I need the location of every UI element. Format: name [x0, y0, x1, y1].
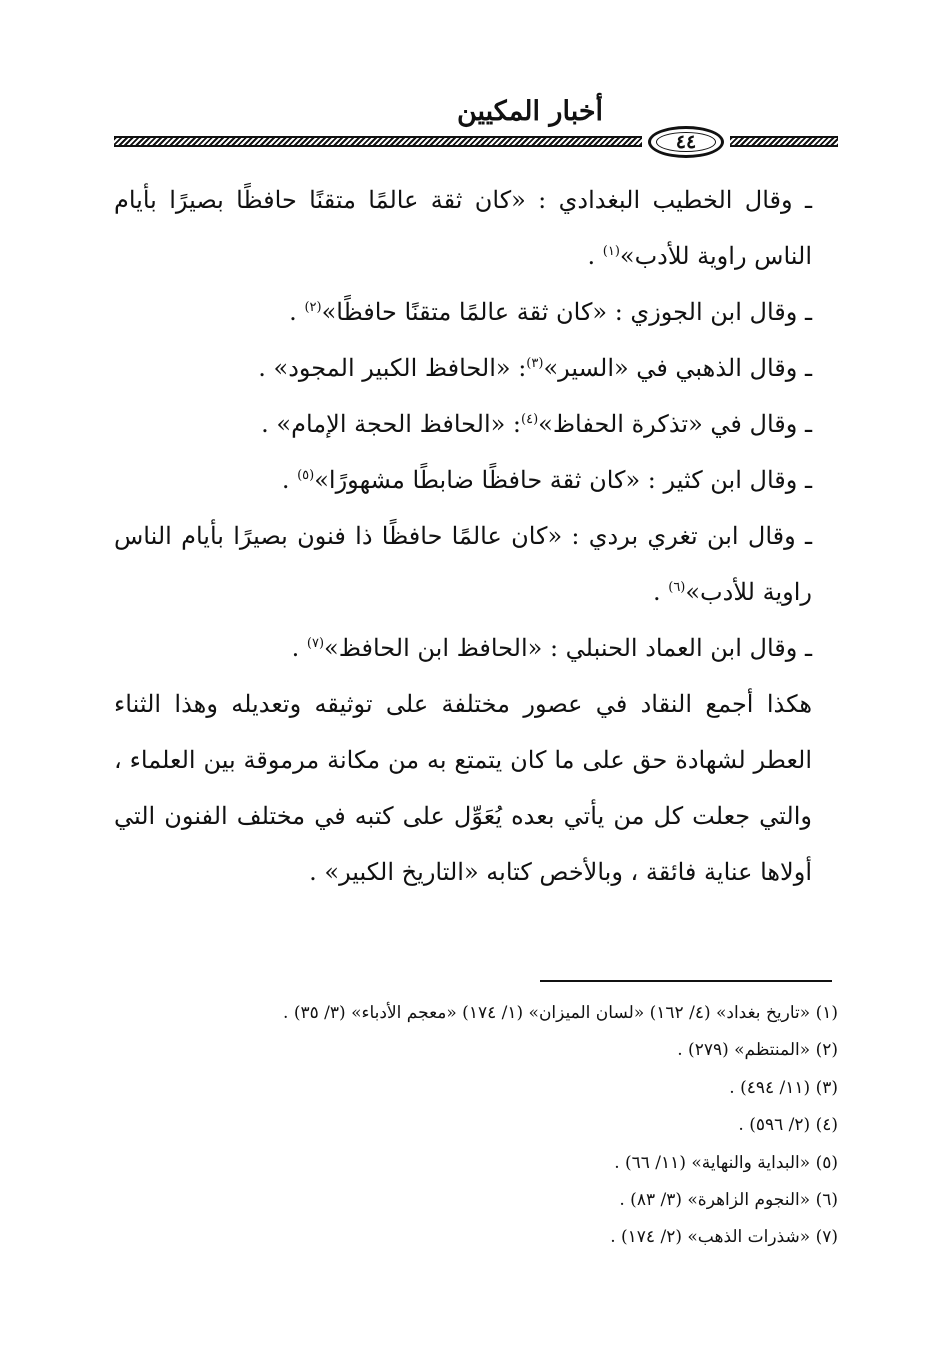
footnote-ref: (٣): [526, 356, 544, 371]
footnote-ref: (١): [602, 244, 620, 259]
header-rule-left: [114, 136, 642, 147]
quote-paragraph-ibn-imad: ـ وقال ابن العماد الحنبلي : «الحافظ ابن الحافظ»$^{(٧)}$ .: [291, 634, 812, 662]
footnote-ref: (٤): [521, 412, 539, 427]
header-rule-right: [730, 136, 838, 147]
footnote-3: (٣) (١١/ ٤٩٤) .: [729, 1077, 838, 1098]
footnote-ref: (٢): [304, 300, 322, 315]
page-number-oval: [648, 126, 724, 158]
quote-paragraph-tadhkira: ـ وقال في «تذكرة الحفاظ»$^{(٤)}$: «الحافظ الحجة الإمام» .: [261, 410, 812, 438]
footnote-6: (٦) «النجوم الزاهرة» (٣/ ٨٣) .: [619, 1190, 838, 1211]
footnote-4: (٤) (٢/ ٥٩٦) .: [738, 1115, 838, 1136]
footnotes: [114, 995, 838, 1257]
main-text: [114, 172, 840, 900]
footnote-ref: (٧): [306, 636, 325, 651]
quote-paragraph-taghri-birdi: ـ وقال ابن تغري بردي : «كان عالمًا حافظًا ذا فنون بصيرًا بأيام الناس راوية للأدب»$^{(٦)}$ .: [114, 522, 812, 606]
footnote-5: (٥) «البداية والنهاية» (١١/ ٦٦) .: [614, 1152, 838, 1173]
footnote-1: (١) «تاريخ بغداد» (٤/ ١٦٢) «لسان الميزان» (١/ ١٧٤) «معجم الأدباء» (٣/ ٣٥) .: [283, 1003, 838, 1023]
footnote-ref: (٥): [297, 468, 315, 483]
quote-paragraph-khatib: ـ وقال الخطيب البغدادي : «كان ثقة عالمًا متقنًا حافظًا بصيرًا بأيام الناس راوية للأدب»$^{(١)}$ .: [114, 186, 812, 270]
footnote-7: (٧) «شذرات الذهب» (٢/ ١٧٤) .: [610, 1227, 838, 1248]
quote-paragraph-jawzi: ـ وقال ابن الجوزي : «كان ثقة عالمًا متقنًا حافظًا»$^{(٢)}$ .: [289, 298, 812, 326]
quote-paragraph-ibn-kathir: ـ وقال ابن كثير : «كان ثقة حافظًا ضابطًا مشهورًا»$^{(٥)}$ .: [281, 466, 812, 494]
footnote-2: (٢) «المنتظم» (٢٧٩) .: [677, 1040, 838, 1061]
running-header-title: أخبار المكيين: [456, 96, 604, 127]
conclusion-paragraph: هكذا أجمع النقاد في عصور مختلفة على توثيقه وتعديله وهذا الثناء العطر لشهادة حق على ما كان يتمتع به من مكانة مرموقة بين العلماء ، والتي جعلت كل من يأتي بعده يُعَوِّل على كتبه في مختلف الفنون التي أولاها عناية فائقة ، وبالأخص كتابه «التاريخ الكبير» .: [114, 690, 812, 886]
footnote-ref: (٦): [668, 580, 686, 595]
footnote-separator: [540, 980, 832, 982]
quote-paragraph-dhahabi: ـ وقال الذهبي في «السير»$^{(٣)}$: «الحافظ الكبير المجود» .: [258, 354, 812, 382]
page-number: ٤٤: [656, 132, 716, 152]
